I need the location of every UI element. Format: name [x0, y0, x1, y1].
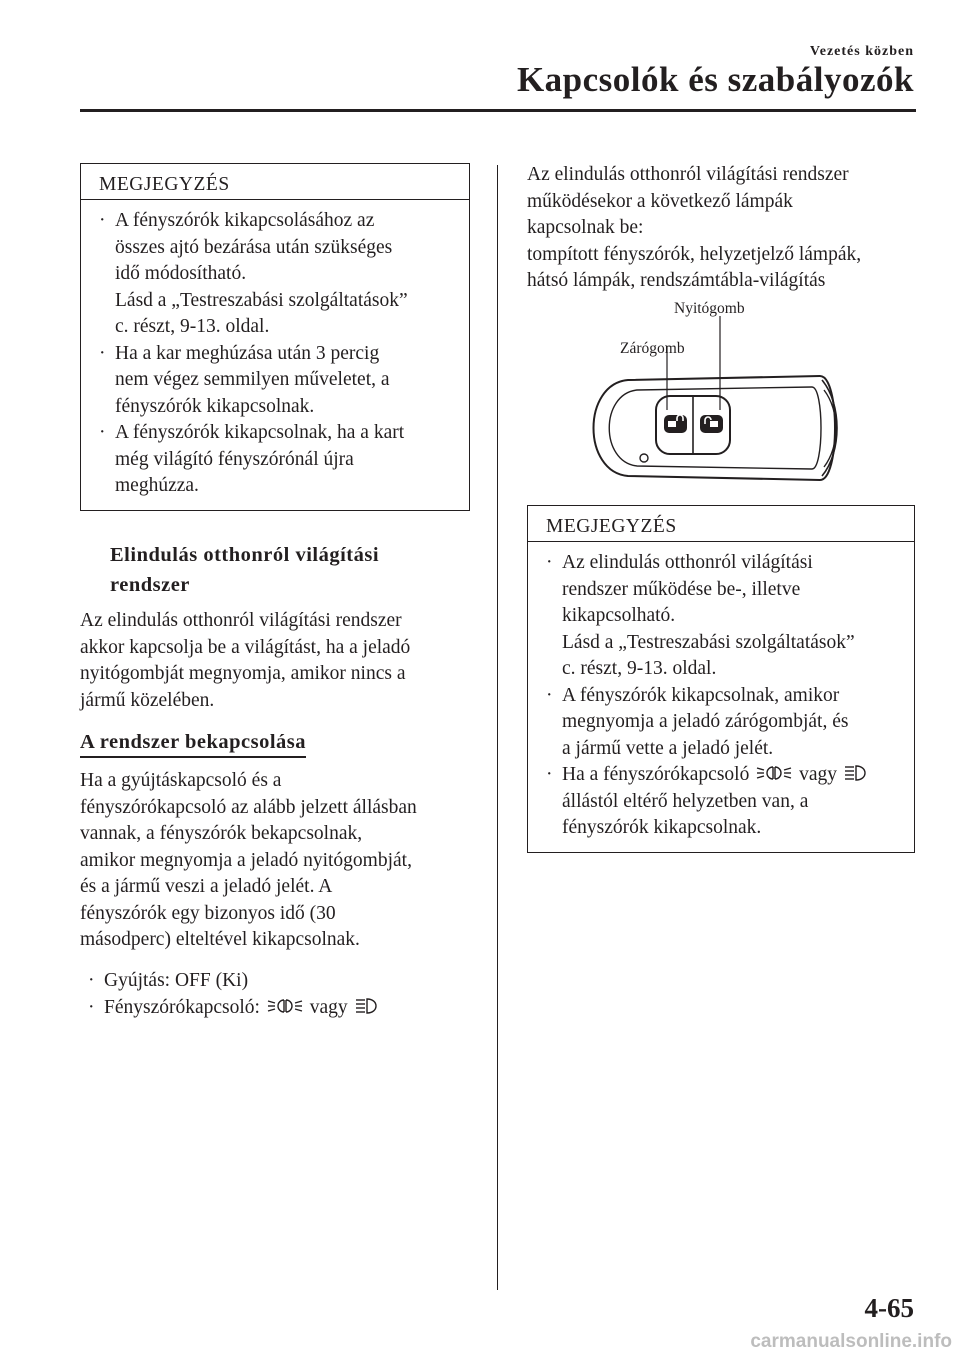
note-line: rendszer működése be-, illetve	[562, 578, 801, 600]
note-list	[528, 542, 914, 852]
note-title: MEGJEGYZÉS	[81, 164, 469, 200]
text-line: működésekor a következő lámpák	[527, 190, 793, 212]
unlock-button-icon	[700, 415, 723, 433]
note-line: · A fényszórók kikapcsolnak, ha a kart	[115, 422, 405, 443]
text-line: fényszórókapcsoló az alább jelzett állásban	[80, 796, 417, 818]
text-line: Az elindulás otthonról világítási rendszer	[80, 610, 402, 631]
text-line: fényszórók egy bizonyos idő (30	[80, 902, 336, 924]
condition-item	[88, 968, 381, 995]
intro-paragraph	[80, 608, 410, 714]
note-line: Lásd a „Testreszabási szolgáltatások”	[562, 631, 855, 653]
lock-button-icon	[664, 415, 687, 433]
note-item	[546, 683, 900, 763]
text-line: és a jármű veszi a jeladó jelét. A	[80, 876, 333, 897]
lock-button-label: Zárógomb	[620, 340, 685, 357]
note-line: a jármű vette a jeladó jelét.	[562, 737, 774, 759]
footer-site: carmanualsonline.info	[750, 1331, 952, 1352]
headlight-icon	[355, 997, 379, 1015]
parking-light-icon	[756, 764, 792, 782]
text-line: Az elindulás otthonról világítási rendszer	[527, 164, 849, 185]
unlock-button-label: Nyitógomb	[674, 300, 745, 317]
text-line: kapcsolnak be:	[527, 217, 644, 238]
note-line	[562, 762, 900, 789]
note-line: még világító fényszórónál újra	[115, 448, 354, 470]
column-divider	[497, 165, 498, 1290]
text-line: jármű közelében.	[80, 689, 215, 711]
subsection-title-line: Elindulás otthonról világítási	[110, 544, 380, 566]
subsection-title	[110, 540, 379, 600]
note-line: kikapcsolható.	[562, 605, 676, 626]
or-text: vagy	[309, 996, 348, 1018]
note-box-left	[80, 163, 470, 511]
note-line: c. részt, 9-13. oldal.	[562, 658, 717, 679]
note-line: fényszórók kikapcsolnak.	[115, 395, 315, 417]
or-text: vagy	[799, 764, 838, 785]
note-line: idő módosítható.	[115, 263, 247, 284]
condition-item	[88, 995, 381, 1022]
key-fob-illustration	[540, 296, 890, 486]
text-line: tompított fényszórók, helyzetjelző lámpák,	[527, 243, 862, 265]
right-intro-paragraph	[527, 162, 861, 295]
note-line: · A fényszórók kikapcsolásához az	[115, 210, 375, 231]
note-line: · A fényszórók kikapcsolnak, amikor	[562, 684, 840, 706]
note-item	[99, 420, 455, 500]
note-line: összes ajtó bezárása után szükséges	[115, 236, 393, 258]
condition-headlight-label: Fényszórókapcsoló:	[104, 996, 260, 1018]
text-line: Ha a gyújtáskapcsoló és a	[80, 770, 282, 791]
note-item	[99, 341, 455, 421]
condition-list	[88, 968, 381, 1021]
key-fob-figure	[540, 296, 890, 486]
text-line: másodperc) elteltével kikapcsolnak.	[80, 929, 360, 950]
note-line: nem végez semmilyen műveletet, a	[115, 369, 390, 390]
text-line: vannak, a fényszórók bekapcsolnak,	[80, 823, 363, 844]
text-line: amikor megnyomja a jeladó nyitógombját,	[80, 849, 412, 871]
note-line: fényszórók kikapcsolnak.	[562, 817, 762, 838]
note-item	[546, 550, 900, 683]
note-title: MEGJEGYZÉS	[528, 506, 914, 542]
system-on-heading: A rendszer bekapcsolása	[80, 730, 306, 758]
note-line: · Az elindulás otthonról világítási	[562, 552, 813, 573]
note-line: meghúzza.	[115, 475, 199, 496]
page-number: 4-65	[864, 1293, 914, 1323]
subsection-title-line: rendszer	[110, 574, 190, 596]
note-text: Ha a fényszórókapcsoló	[562, 764, 750, 785]
note-line: megnyomja a jeladó zárógombját, és	[562, 711, 849, 732]
text-line: nyitógombját megnyomja, amikor nincs a	[80, 663, 406, 684]
text-line: hátsó lámpák, rendszámtábla-világítás	[527, 270, 826, 291]
note-line: · Ha a kar meghúzása után 3 percig	[115, 342, 380, 364]
note-item	[546, 762, 900, 842]
condition-ignition: Gyújtás: OFF (Ki)	[104, 970, 249, 991]
section-title: Kapcsolók és szabályozók	[516, 60, 914, 99]
note-line: c. részt, 9-13. oldal.	[115, 316, 270, 337]
header-rule	[80, 109, 916, 112]
note-box-right	[527, 505, 915, 853]
note-list	[81, 200, 469, 510]
note-line: állástól eltérő helyzetben van, a	[562, 790, 809, 812]
text-line: akkor kapcsolja be a világítást, ha a jeladó	[80, 636, 411, 658]
headlight-icon	[844, 764, 868, 782]
section-label: Vezetés közben	[809, 44, 914, 59]
parking-light-icon	[267, 997, 303, 1015]
note-line: Lásd a „Testreszabási szolgáltatások”	[115, 289, 408, 311]
note-item	[99, 208, 455, 341]
system-on-paragraph	[80, 768, 417, 954]
